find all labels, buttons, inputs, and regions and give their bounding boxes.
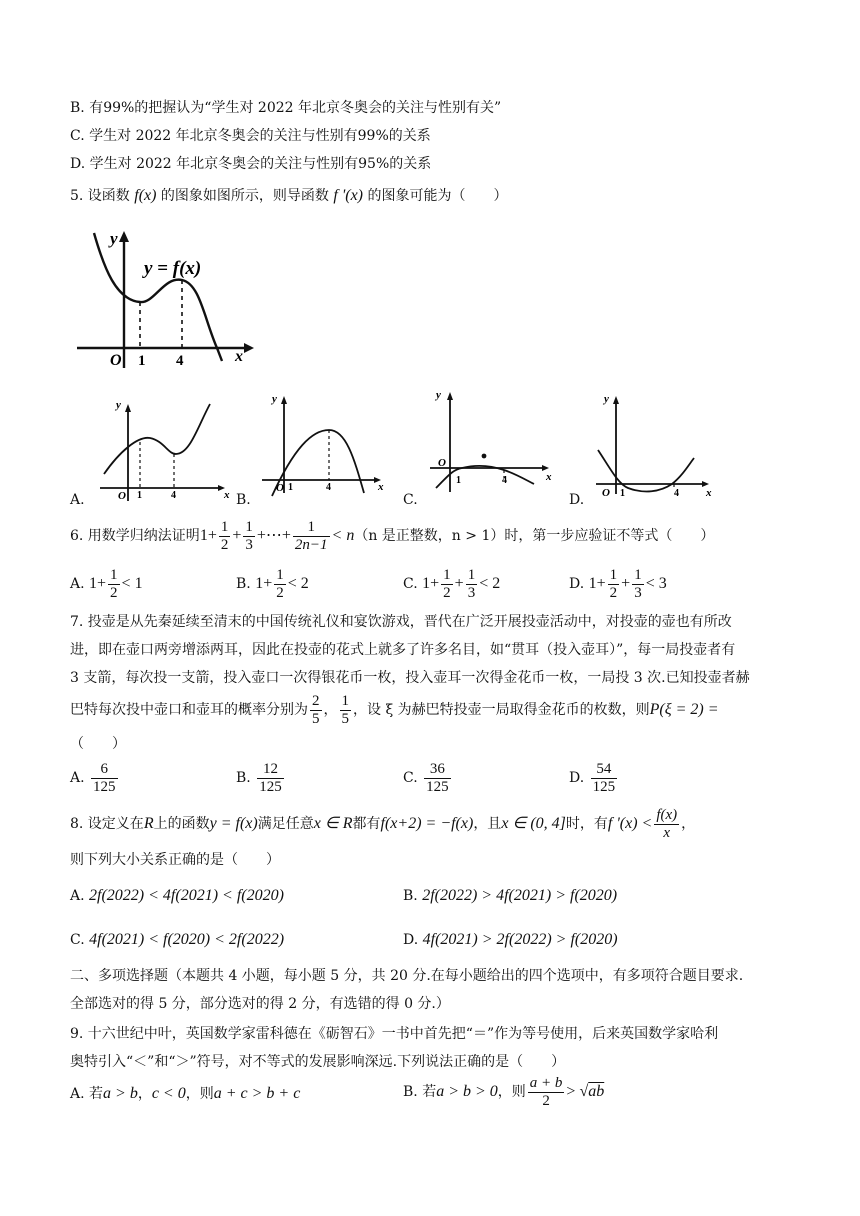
q8-option-d: D. 4f(2021) > 2f(2022) > f(2020)	[403, 931, 618, 948]
q7-line-4: 巴特每次投中壶口和壶耳的概率分别为 $\frac{2}{5}$ ， $\frac{1}{5}$ ，设 ξ 为赫巴特投壶一局取得金花币的枚数，则P(ξ = 2) =	[70, 692, 719, 727]
svg-text:y: y	[116, 399, 121, 411]
q7-line-2: 进，即在壶口两旁增添两耳，因此在投壶的花式上就多了许多名目，如“贯耳（投入壶耳）”，每一局投壶者有	[70, 642, 736, 658]
q5-option-c-label: C.	[403, 492, 418, 508]
q4-option-b: B. 有99%的把握认为“学生对 2022 年北京冬奥会的关注与性别有关”	[70, 100, 502, 116]
q9-line-2: 奥特引入“＜”和“＞”符号，对不等式的发展影响深远.下列说法正确的是（ ）	[70, 1054, 566, 1070]
q7-line-3: 3 支箭，每次投一支箭，投入壶口一次得银花币一枚，投入壶耳一次得金花币一枚，一局投 3 次.已知投壶者赫	[70, 670, 750, 686]
q6-option-a: A. 1+ $\frac{1}{2}$ < 1	[70, 566, 143, 601]
main-tick-4: 4	[176, 353, 184, 369]
svg-text:O: O	[118, 490, 126, 502]
q7-option-d: D. $\frac{54}{125}$	[569, 760, 616, 795]
q5-option-d-label: D.	[569, 492, 585, 508]
q9-line-1: 9. 十六世纪中叶，英国数学家雷科德在《砺智石》一书中首先把“＝”作为等号使用，后来英国数学家哈利	[70, 1026, 719, 1042]
main-origin: O	[110, 352, 122, 369]
svg-text:y: y	[436, 389, 441, 401]
svg-text:O: O	[438, 457, 446, 469]
q8-option-b: B. 2f(2022) > 4f(2021) > f(2020)	[403, 887, 618, 904]
main-tick-1: 1	[138, 353, 146, 369]
q6-option-b: B. 1+ $\frac{1}{2}$ < 2	[236, 566, 309, 601]
svg-text:x: x	[546, 471, 552, 483]
section2-line-2: 全部选对的得 5 分，部分选对的得 2 分，有选错的得 0 分.）	[70, 996, 450, 1012]
svg-text:x: x	[378, 481, 384, 493]
main-func-label: y = f(x)	[144, 258, 202, 279]
q5-option-a-label: A.	[70, 492, 85, 508]
svg-text:4: 4	[502, 475, 507, 486]
main-y-arrow	[119, 231, 129, 242]
svg-text:x: x	[706, 487, 712, 498]
main-x-arrow	[244, 343, 254, 353]
section2-line-1: 二、多项选择题（本题共 4 小题，每小题 5 分，共 20 分.在每小题给出的四个选项中，有多项符合题目要求.	[70, 968, 744, 984]
q5-option-b-graph	[254, 388, 389, 498]
q6-option-c: C. 1+ $\frac{1}{2}$ + $\frac{1}{3}$ < 2	[403, 566, 501, 601]
main-y-label: y	[110, 229, 118, 248]
q4-option-c: C. 学生对 2022 年北京冬奥会的关注与性别有99%的关系	[70, 128, 431, 144]
q5-option-b-label: B.	[236, 492, 251, 508]
svg-text:O: O	[276, 482, 284, 494]
svg-text:1: 1	[137, 490, 142, 501]
svg-text:4: 4	[326, 482, 331, 493]
svg-text:O: O	[602, 487, 610, 498]
svg-text:1: 1	[456, 475, 461, 486]
q5-option-a-graph	[90, 396, 230, 506]
q6-option-d: D. 1+ $\frac{1}{2}$ + $\frac{1}{3}$ < 3	[569, 566, 667, 601]
svg-text:4: 4	[171, 490, 176, 501]
q7-line-1: 7. 投壶是从先秦延续至清末的中国传统礼仪和宴饮游戏，晋代在广泛开展投壶活动中，对投壶的壶也有所改	[70, 614, 732, 630]
q6-stem: 6. 用数学归纳法证明1+ $\frac{1}{2}$ + $\frac{1}{3}$ +⋯+ $\frac{1}{2n-1}$ < n（n 是正整数，n > 1）时，第一步应验证不等式（ ）	[70, 518, 715, 553]
q7-option-b: B. $\frac{12}{125}$	[236, 760, 282, 795]
q9-option-b: B. 若a > b > 0，则 $\frac{a + b}{2}$ > √ab	[403, 1074, 605, 1109]
q8-option-c: C. 4f(2021) < f(2020) < 2f(2022)	[70, 931, 285, 948]
svg-text:4: 4	[674, 488, 679, 498]
q5-stem: 5. 设函数 f(x) 的图象如图所示，则导函数 f '(x) 的图象可能为（ ）	[70, 187, 508, 204]
main-x-label: x	[235, 348, 243, 365]
q5-option-c-graph	[422, 384, 557, 499]
q9-option-a: A. 若a > b，c < 0，则a + c > b + c	[70, 1085, 301, 1102]
svg-text:1: 1	[288, 482, 293, 493]
svg-text:y: y	[604, 393, 609, 405]
main-curve	[94, 233, 222, 361]
q8-stem: 8. 设定义在R上的函数y = f(x)满足任意x ∈ R都有f(x+2) = −f(x)，且x ∈ (0, 4]时，有f '(x) < $\frac{f(x)}{x}$ ，	[70, 806, 696, 841]
q8-option-a: A. 2f(2022) < 4f(2021) < f(2020)	[70, 887, 284, 904]
svg-text:y: y	[272, 393, 277, 405]
svg-text:1: 1	[620, 488, 625, 498]
q4-option-d: D. 学生对 2022 年北京冬奥会的关注与性别有95%的关系	[70, 156, 432, 172]
q5-main-graph	[72, 228, 257, 378]
q5-option-d-graph	[588, 388, 718, 498]
q7-option-a: A. $\frac{6}{125}$	[70, 760, 116, 795]
q8-line-2: 则下列大小关系正确的是（ ）	[70, 852, 280, 868]
q7-option-c: C. $\frac{36}{125}$	[403, 760, 449, 795]
q7-line-5: （ ）	[70, 736, 126, 752]
svg-text:x: x	[224, 489, 230, 501]
